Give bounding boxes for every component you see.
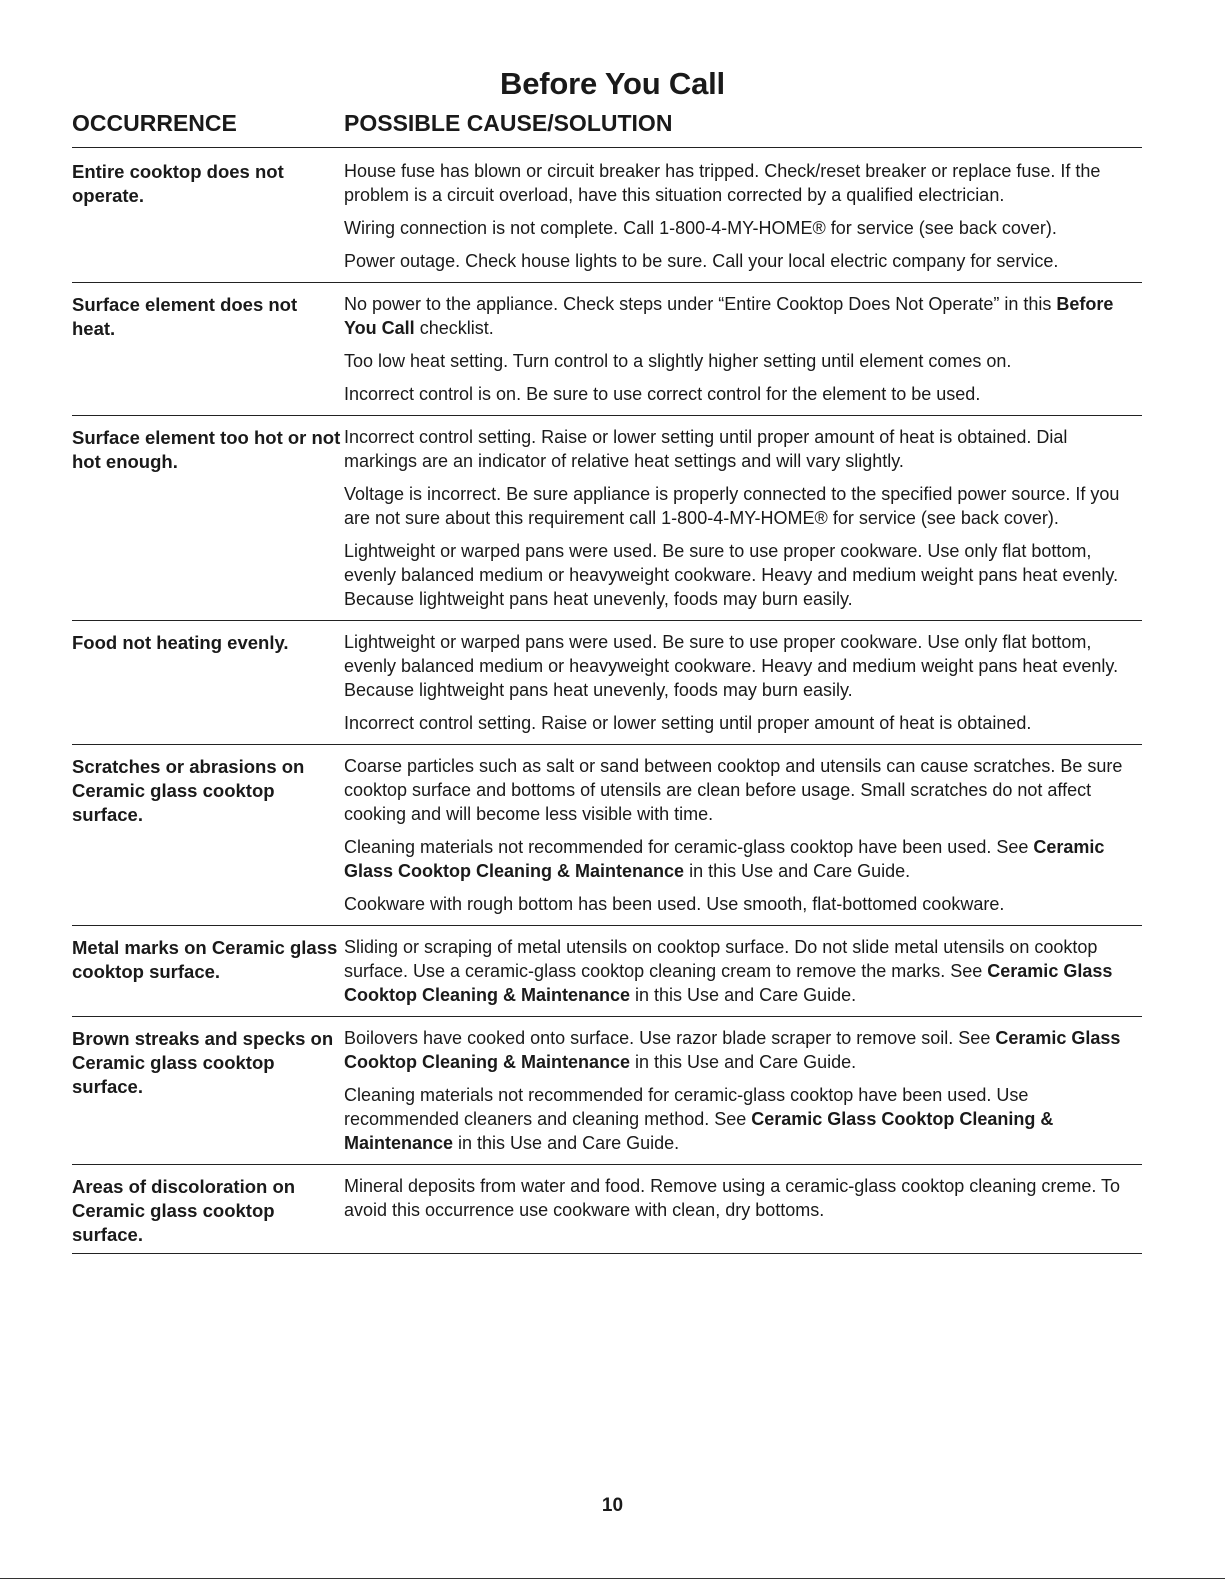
solution-text: Sliding or scraping of metal utensils on cooktop surface. Do not slide metal utensils on cooktop surface. Use a ceramic-glass cooktop cleaning cream to remove the marks. See [344, 937, 1098, 981]
solution-reference: Ceramic Glass Cooktop Cleaning & Maintenance [344, 1028, 1121, 1072]
solution-text: Cleaning materials not recommended for ceramic-glass cooktop have been used. See [344, 837, 1034, 857]
solution-text: Coarse particles such as salt or sand between cooktop and utensils can cause scratches. Be sure cooktop surface and bottoms of utensils are clean before usage. Small scratches do not affect cooking and will become less visible with time. [344, 756, 1123, 824]
solution-paragraph [344, 382, 1142, 406]
solution-reference: Ceramic Glass Cooktop Cleaning & Maintenance [344, 961, 1113, 1005]
solution-text: Power outage. Check house lights to be sure. Call your local electric company for service. [344, 251, 1059, 271]
solution-reference: Ceramic Glass Cooktop Cleaning & Maintenance [344, 1109, 1054, 1153]
table-row [72, 1017, 1142, 1165]
solution-text: in this Use and Care Guide. [630, 985, 857, 1005]
table-row [72, 283, 1142, 416]
solution-paragraph [344, 935, 1142, 1007]
solution-paragraph [344, 630, 1142, 702]
solution-paragraph [344, 482, 1142, 530]
solutions-cell [344, 935, 1142, 1010]
solution-text: Lightweight or warped pans were used. Be sure to use proper cookware. Use only flat bottom, evenly balanced medium or heavyweight cookware. Heavy and medium weight pans heat evenly. Because lightweight pans heat unevenly, foods may burn easily. [344, 632, 1119, 700]
solution-paragraph [344, 425, 1142, 473]
solution-paragraph [344, 216, 1142, 240]
solutions-cell [344, 1174, 1142, 1247]
table-row [72, 150, 1142, 283]
solution-text: Mineral deposits from water and food. Remove using a ceramic-glass cooktop cleaning creme. To avoid this occurrence use cookware with clean, dry bottoms. [344, 1176, 1121, 1220]
table-row [72, 745, 1142, 926]
table-row [72, 621, 1142, 745]
table-row [72, 926, 1142, 1017]
page-bottom-rule [0, 1578, 1225, 1579]
solution-text: Too low heat setting. Turn control to a slightly higher setting until element comes on. [344, 351, 1012, 371]
occurrence-cell: Scratches or abrasions on Ceramic glass cooktop surface. [72, 756, 305, 825]
troubleshooting-table [72, 150, 1142, 1254]
table-row [72, 1165, 1142, 1254]
page-title: Before You Call [500, 66, 725, 101]
solution-text: Incorrect control setting. Raise or lower setting until proper amount of heat is obtained. Dial markings are an indicator of relative heat settings and will vary slightly. [344, 427, 1068, 471]
occurrence-cell: Metal marks on Ceramic glass cooktop surface. [72, 937, 338, 982]
solution-text: Cleaning materials not recommended for ceramic-glass cooktop have been used. Use recommended cleaners and cleaning method. See [344, 1085, 1029, 1129]
column-headers [72, 109, 1142, 141]
occurrence-cell: Areas of discoloration on Ceramic glass cooktop surface. [72, 1176, 296, 1245]
solution-text: in this Use and Care Guide. [684, 861, 911, 881]
solution-text: Cookware with rough bottom has been used. Use smooth, flat-bottomed cookware. [344, 894, 1005, 914]
solution-paragraph [344, 754, 1142, 826]
occurrence-cell: Surface element too hot or not hot enough. [72, 427, 341, 472]
solution-text: Lightweight or warped pans were used. Be sure to use proper cookware. Use only flat bottom, evenly balanced medium or heavyweight cookware. Heavy and medium weight pans heat evenly. Because lightweight pans heat unevenly, foods may burn easily. [344, 541, 1119, 609]
solution-paragraph [344, 292, 1142, 340]
occurrence-header: OCCURRENCE [72, 110, 237, 136]
solution-text: Wiring connection is not complete. Call 1-800-4-MY-HOME® for service (see back cover). [344, 218, 1057, 238]
solution-paragraph [344, 1174, 1142, 1222]
solution-text: House fuse has blown or circuit breaker has tripped. Check/reset breaker or replace fuse. If the problem is a circuit overload, have this situation corrected by a qualified electrician. [344, 161, 1101, 205]
solution-paragraph [344, 835, 1142, 883]
solution-paragraph [344, 1026, 1142, 1074]
page-number: 10 [601, 1495, 624, 1516]
header-divider [72, 147, 1142, 148]
occurrence-cell: Food not heating evenly. [72, 632, 289, 653]
solution-reference: Ceramic Glass Cooktop Cleaning & Maintenance [344, 837, 1105, 881]
occurrence-cell: Entire cooktop does not operate. [72, 161, 284, 206]
solutions-cell [344, 754, 1142, 919]
solution-reference: Before You Call [344, 294, 1114, 338]
solution-text: checklist. [414, 318, 494, 338]
solution-text: Incorrect control is on. Be sure to use correct control for the element to be used. [344, 384, 981, 404]
occurrence-cell: Surface element does not heat. [72, 294, 298, 339]
solution-paragraph [344, 539, 1142, 611]
solution-paragraph [344, 892, 1142, 916]
solutions-cell [344, 1026, 1142, 1158]
solutions-cell [344, 292, 1142, 409]
solution-text: in this Use and Care Guide. [453, 1133, 680, 1153]
solution-text: Voltage is incorrect. Be sure appliance is properly connected to the specified power source. If you are not sure about this requirement call 1-800-4-MY-HOME® for service (see back cover). [344, 484, 1120, 528]
solution-paragraph [344, 349, 1142, 373]
occurrence-cell: Brown streaks and specks on Ceramic glass cooktop surface. [72, 1028, 334, 1097]
solution-text: Boilovers have cooked onto surface. Use razor blade scraper to remove soil. See [344, 1028, 996, 1048]
solutions-cell [344, 630, 1142, 738]
solutions-cell [344, 159, 1142, 276]
cause-solution-header: POSSIBLE CAUSE/SOLUTION [344, 110, 673, 136]
solution-paragraph [344, 711, 1142, 735]
solution-text: in this Use and Care Guide. [630, 1052, 857, 1072]
table-row [72, 416, 1142, 621]
solution-paragraph [344, 249, 1142, 273]
solution-text: Incorrect control setting. Raise or lower setting until proper amount of heat is obtained. [344, 713, 1032, 733]
solution-text: No power to the appliance. Check steps under “Entire Cooktop Does Not Operate” in this [344, 294, 1057, 314]
solution-paragraph [344, 1083, 1142, 1155]
solutions-cell [344, 425, 1142, 614]
solution-paragraph [344, 159, 1142, 207]
